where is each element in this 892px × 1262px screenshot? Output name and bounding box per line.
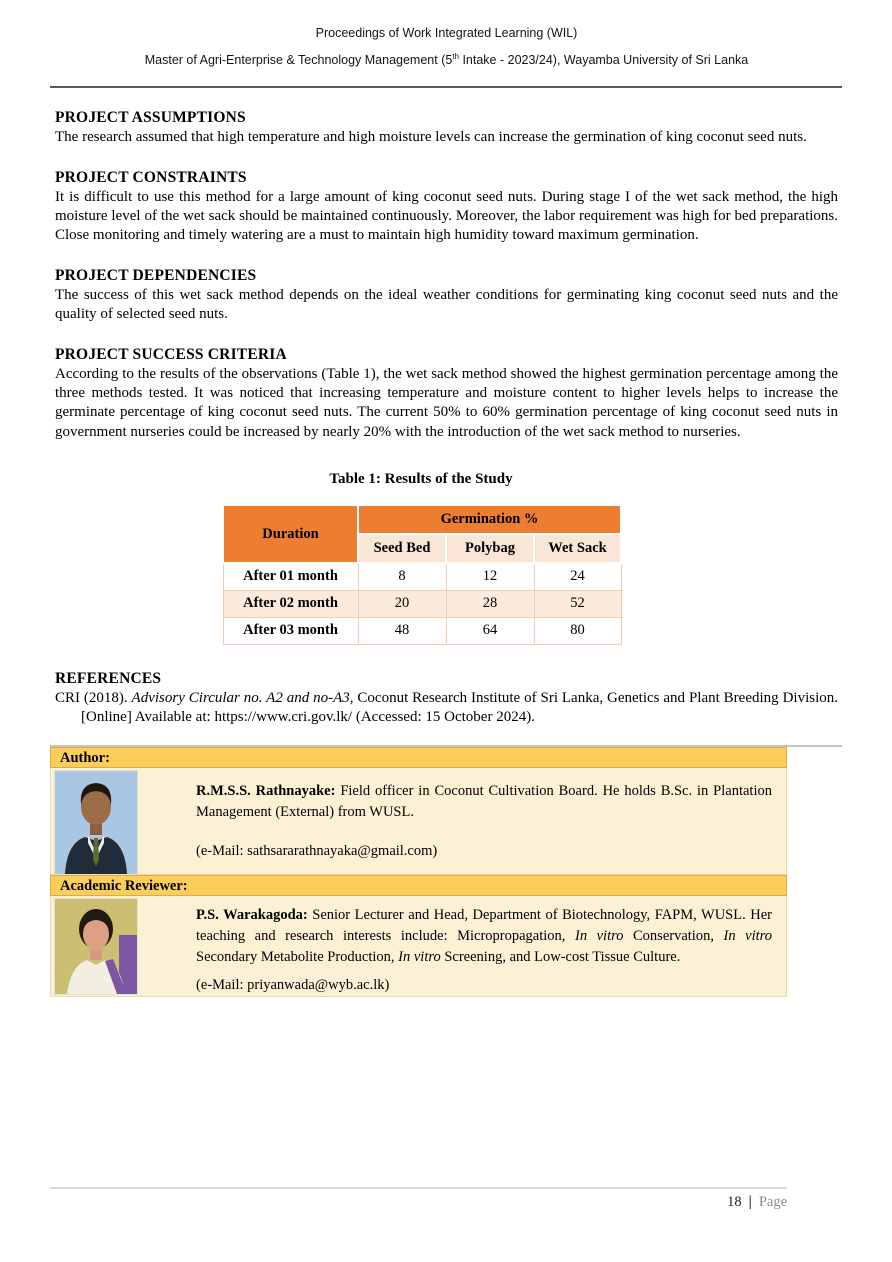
in-vitro-italic: In vitro bbox=[398, 948, 441, 965]
table-caption: Table 1: Results of the Study bbox=[329, 471, 513, 488]
cell-polybag: 64 bbox=[446, 617, 534, 644]
col-header-wet-sack: Wet Sack bbox=[534, 534, 621, 563]
author-photo bbox=[54, 770, 138, 875]
table-row bbox=[223, 617, 621, 644]
section-project-constraints bbox=[55, 169, 838, 246]
references-section bbox=[55, 670, 838, 728]
cell-seed-bed: 20 bbox=[358, 590, 446, 617]
intake-superscript: th bbox=[452, 52, 459, 61]
reviewer-box-body bbox=[50, 896, 787, 997]
reference-suffix: (Accessed: 15 October 2024). bbox=[352, 709, 535, 726]
cell-duration: After 01 month bbox=[223, 563, 358, 590]
author-box-body bbox=[50, 768, 787, 875]
table-row bbox=[223, 563, 621, 590]
cell-duration: After 02 month bbox=[223, 590, 358, 617]
col-header-polybag: Polybag bbox=[446, 534, 534, 563]
section-title: PROJECT ASSUMPTIONS bbox=[55, 109, 246, 127]
references-title: REFERENCES bbox=[55, 669, 162, 687]
cell-polybag: 12 bbox=[446, 563, 534, 590]
reviewer-bio: P.S. Warakagoda: Senior Lecturer and Head, Department of Biotechnology, FAPM, WUSL. Her teaching and research interests include: Micropropagation, In vitro Conservation, In vitro Secondary Metabolite Production, In vitro Screening, and Low-cost Tissue Culture. bbox=[196, 906, 773, 965]
reference-url: https://www.cri.gov.lk/ bbox=[214, 709, 353, 726]
section-project-success-criteria bbox=[55, 346, 838, 443]
page-number: 18 bbox=[727, 1194, 742, 1210]
reviewer-email: (e-Mail: priyanwada@wyb.ac.lk) bbox=[196, 976, 390, 993]
reference-middle: , Coconut Research Institute of Sri Lanka, Genetics and Plant Breeding Division. [Online] Available at: bbox=[81, 689, 838, 726]
reference-italic-title: Advisory Circular no. A2 and no-A3 bbox=[131, 689, 350, 706]
reviewer-box-header bbox=[50, 875, 787, 896]
header-line-2: Master of Agri-Enterprise & Technology Management (5th Intake - 2023/24), Wayamba University of Sri Lanka bbox=[144, 52, 749, 68]
section-body: The research assumed that high temperature and high moisture levels can increase the germination of king coconut seed nuts. bbox=[55, 129, 807, 146]
in-vitro-italic: In vitro bbox=[574, 927, 624, 944]
header-rule bbox=[50, 86, 842, 88]
section-title: PROJECT DEPENDENCIES bbox=[55, 266, 257, 284]
footer-separator: | bbox=[748, 1194, 752, 1210]
reference-entry bbox=[55, 689, 838, 728]
reviewer-box bbox=[50, 875, 787, 997]
author-name: R.M.S.S. Rathnayake: bbox=[196, 782, 336, 799]
section-title: PROJECT CONSTRAINTS bbox=[55, 168, 247, 186]
cell-seed-bed: 48 bbox=[358, 617, 446, 644]
reviewer-box-label: Academic Reviewer: bbox=[60, 877, 188, 894]
results-table-block bbox=[222, 471, 620, 645]
page-label: Page bbox=[758, 1194, 787, 1210]
col-header-duration: Duration bbox=[223, 505, 358, 563]
author-bio bbox=[196, 768, 772, 823]
page-footer bbox=[50, 1187, 787, 1211]
table-row bbox=[223, 590, 621, 617]
page-header bbox=[55, 22, 838, 72]
reviewer-name: P.S. Warakagoda: bbox=[196, 906, 308, 923]
cell-wet-sack: 80 bbox=[534, 617, 621, 644]
cell-polybag: 28 bbox=[446, 590, 534, 617]
in-vitro-italic: In vitro bbox=[723, 927, 772, 944]
cell-wet-sack: 24 bbox=[534, 563, 621, 590]
section-title: PROJECT SUCCESS CRITERIA bbox=[55, 345, 287, 363]
reference-prefix: CRI (2018). bbox=[55, 689, 132, 706]
cell-wet-sack: 52 bbox=[534, 590, 621, 617]
author-bio-text: Field officer in Coconut Cultivation Board. He holds B.Sc. in Plantation Management (External) from WUSL. bbox=[196, 782, 772, 820]
author-box-header bbox=[50, 747, 787, 768]
section-body: It is difficult to use this method for a large amount of king coconut seed nuts. During stage I of the wet sack method, the high moisture level of the wet sack should be maintained continuously. Moreover, the labor requirement was high for bed preparations. Close monitoring and timely watering are a must to maintain high humidity toward maximum germination. bbox=[55, 188, 838, 244]
results-table bbox=[222, 504, 622, 645]
author-box bbox=[50, 747, 787, 875]
section-body: The success of this wet sack method depends on the ideal weather conditions for germinating king coconut seed nuts and the quality of selected seed nuts. bbox=[55, 286, 838, 323]
col-header-seed-bed: Seed Bed bbox=[358, 534, 446, 563]
reviewer-photo bbox=[54, 898, 138, 995]
author-email: (e-Mail: sathsararathnayaka@gmail.com) bbox=[196, 842, 438, 859]
section-project-assumptions bbox=[55, 109, 838, 147]
section-body: According to the results of the observations (Table 1), the wet sack method showed the highest germination percentage among the three methods tested. It was noticed that increasing temperature and moisture content to higher levels helps to increase the germinate percentage of king coconut seed nuts. The current 50% to 60% germination percentage of king coconut seed nuts in government nurseries could be increased by nearly 20% with the introduction of the wet sack method to nurseries. bbox=[55, 365, 838, 440]
cell-duration: After 03 month bbox=[223, 617, 358, 644]
header-line-1: Proceedings of Work Integrated Learning (WIL) bbox=[315, 26, 578, 40]
author-box-label: Author: bbox=[60, 749, 110, 766]
section-project-dependencies bbox=[55, 267, 838, 325]
col-header-germination: Germination % bbox=[358, 505, 621, 534]
cell-seed-bed: 8 bbox=[358, 563, 446, 590]
